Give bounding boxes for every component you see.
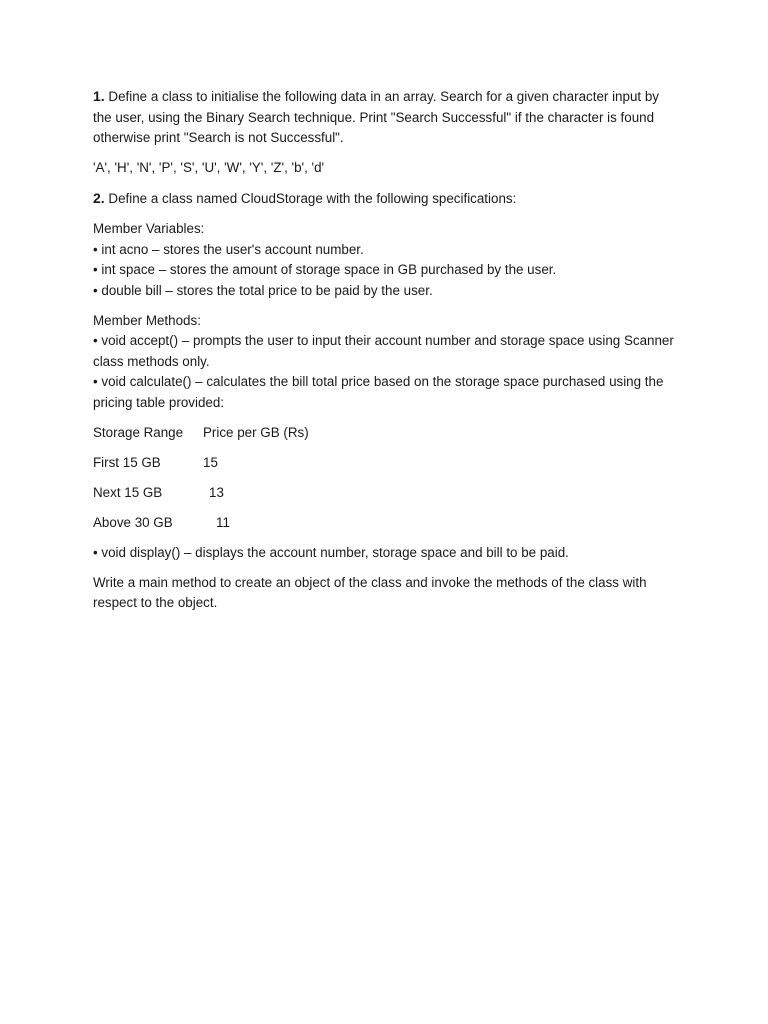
closing-instruction: Write a main method to create an object of the class and invoke the methods of the class with respect to the object. bbox=[93, 574, 647, 610]
table-cell: First 15 GB bbox=[93, 454, 161, 470]
member-variable-item: • int space – stores the amount of storage space in GB purchased by the user. bbox=[93, 262, 557, 277]
member-methods-section bbox=[93, 311, 678, 414]
question-1-text: Define a class to initialise the following data in an array. Search for a given character input by the user, using the Binary Search technique. Print "Search Successful" if the character is found otherwise print "Search is not Successful". bbox=[93, 89, 659, 145]
table-cell: 13 bbox=[209, 484, 224, 500]
member-methods-heading: Member Methods: bbox=[93, 312, 201, 328]
document-page bbox=[93, 86, 678, 623]
pricing-table-row bbox=[93, 513, 678, 534]
pricing-table-row bbox=[93, 483, 678, 504]
table-header-cell: Price per GB (Rs) bbox=[203, 424, 309, 440]
question-2 bbox=[93, 188, 678, 210]
member-variables-heading: Member Variables: bbox=[93, 221, 205, 236]
table-cell: 11 bbox=[216, 514, 230, 530]
pricing-table-row bbox=[93, 453, 678, 474]
display-method-item: • void display() – displays the account number, storage space and bill to be paid. bbox=[93, 544, 569, 560]
question-2-number: 2. bbox=[93, 190, 105, 206]
question-2-text: Define a class named CloudStorage with the following specifications: bbox=[108, 191, 517, 206]
member-method-item: • void calculate() – calculates the bill total price based on the storage space purchased using the pricing table provided: bbox=[93, 374, 664, 410]
question-1-number: 1. bbox=[93, 88, 105, 104]
table-cell: 15 bbox=[203, 454, 218, 470]
table-cell: Next 15 GB bbox=[93, 484, 163, 500]
array-data-line: 'A', 'H', 'N', 'P', 'S', 'U', 'W', 'Y', 'Z', 'b', 'd' bbox=[93, 160, 325, 175]
table-cell: Above 30 GB bbox=[93, 514, 173, 530]
member-method-item: • void accept() – prompts the user to input their account number and storage space using Scanner class methods only. bbox=[93, 333, 674, 369]
member-variable-item: • int acno – stores the user's account number. bbox=[93, 241, 364, 257]
member-variable-item: • double bill – stores the total price to be paid by the user. bbox=[93, 282, 433, 298]
member-variables-section bbox=[93, 219, 678, 301]
pricing-table-header bbox=[93, 423, 678, 444]
question-1 bbox=[93, 86, 678, 149]
table-header-cell: Storage Range bbox=[93, 424, 184, 440]
